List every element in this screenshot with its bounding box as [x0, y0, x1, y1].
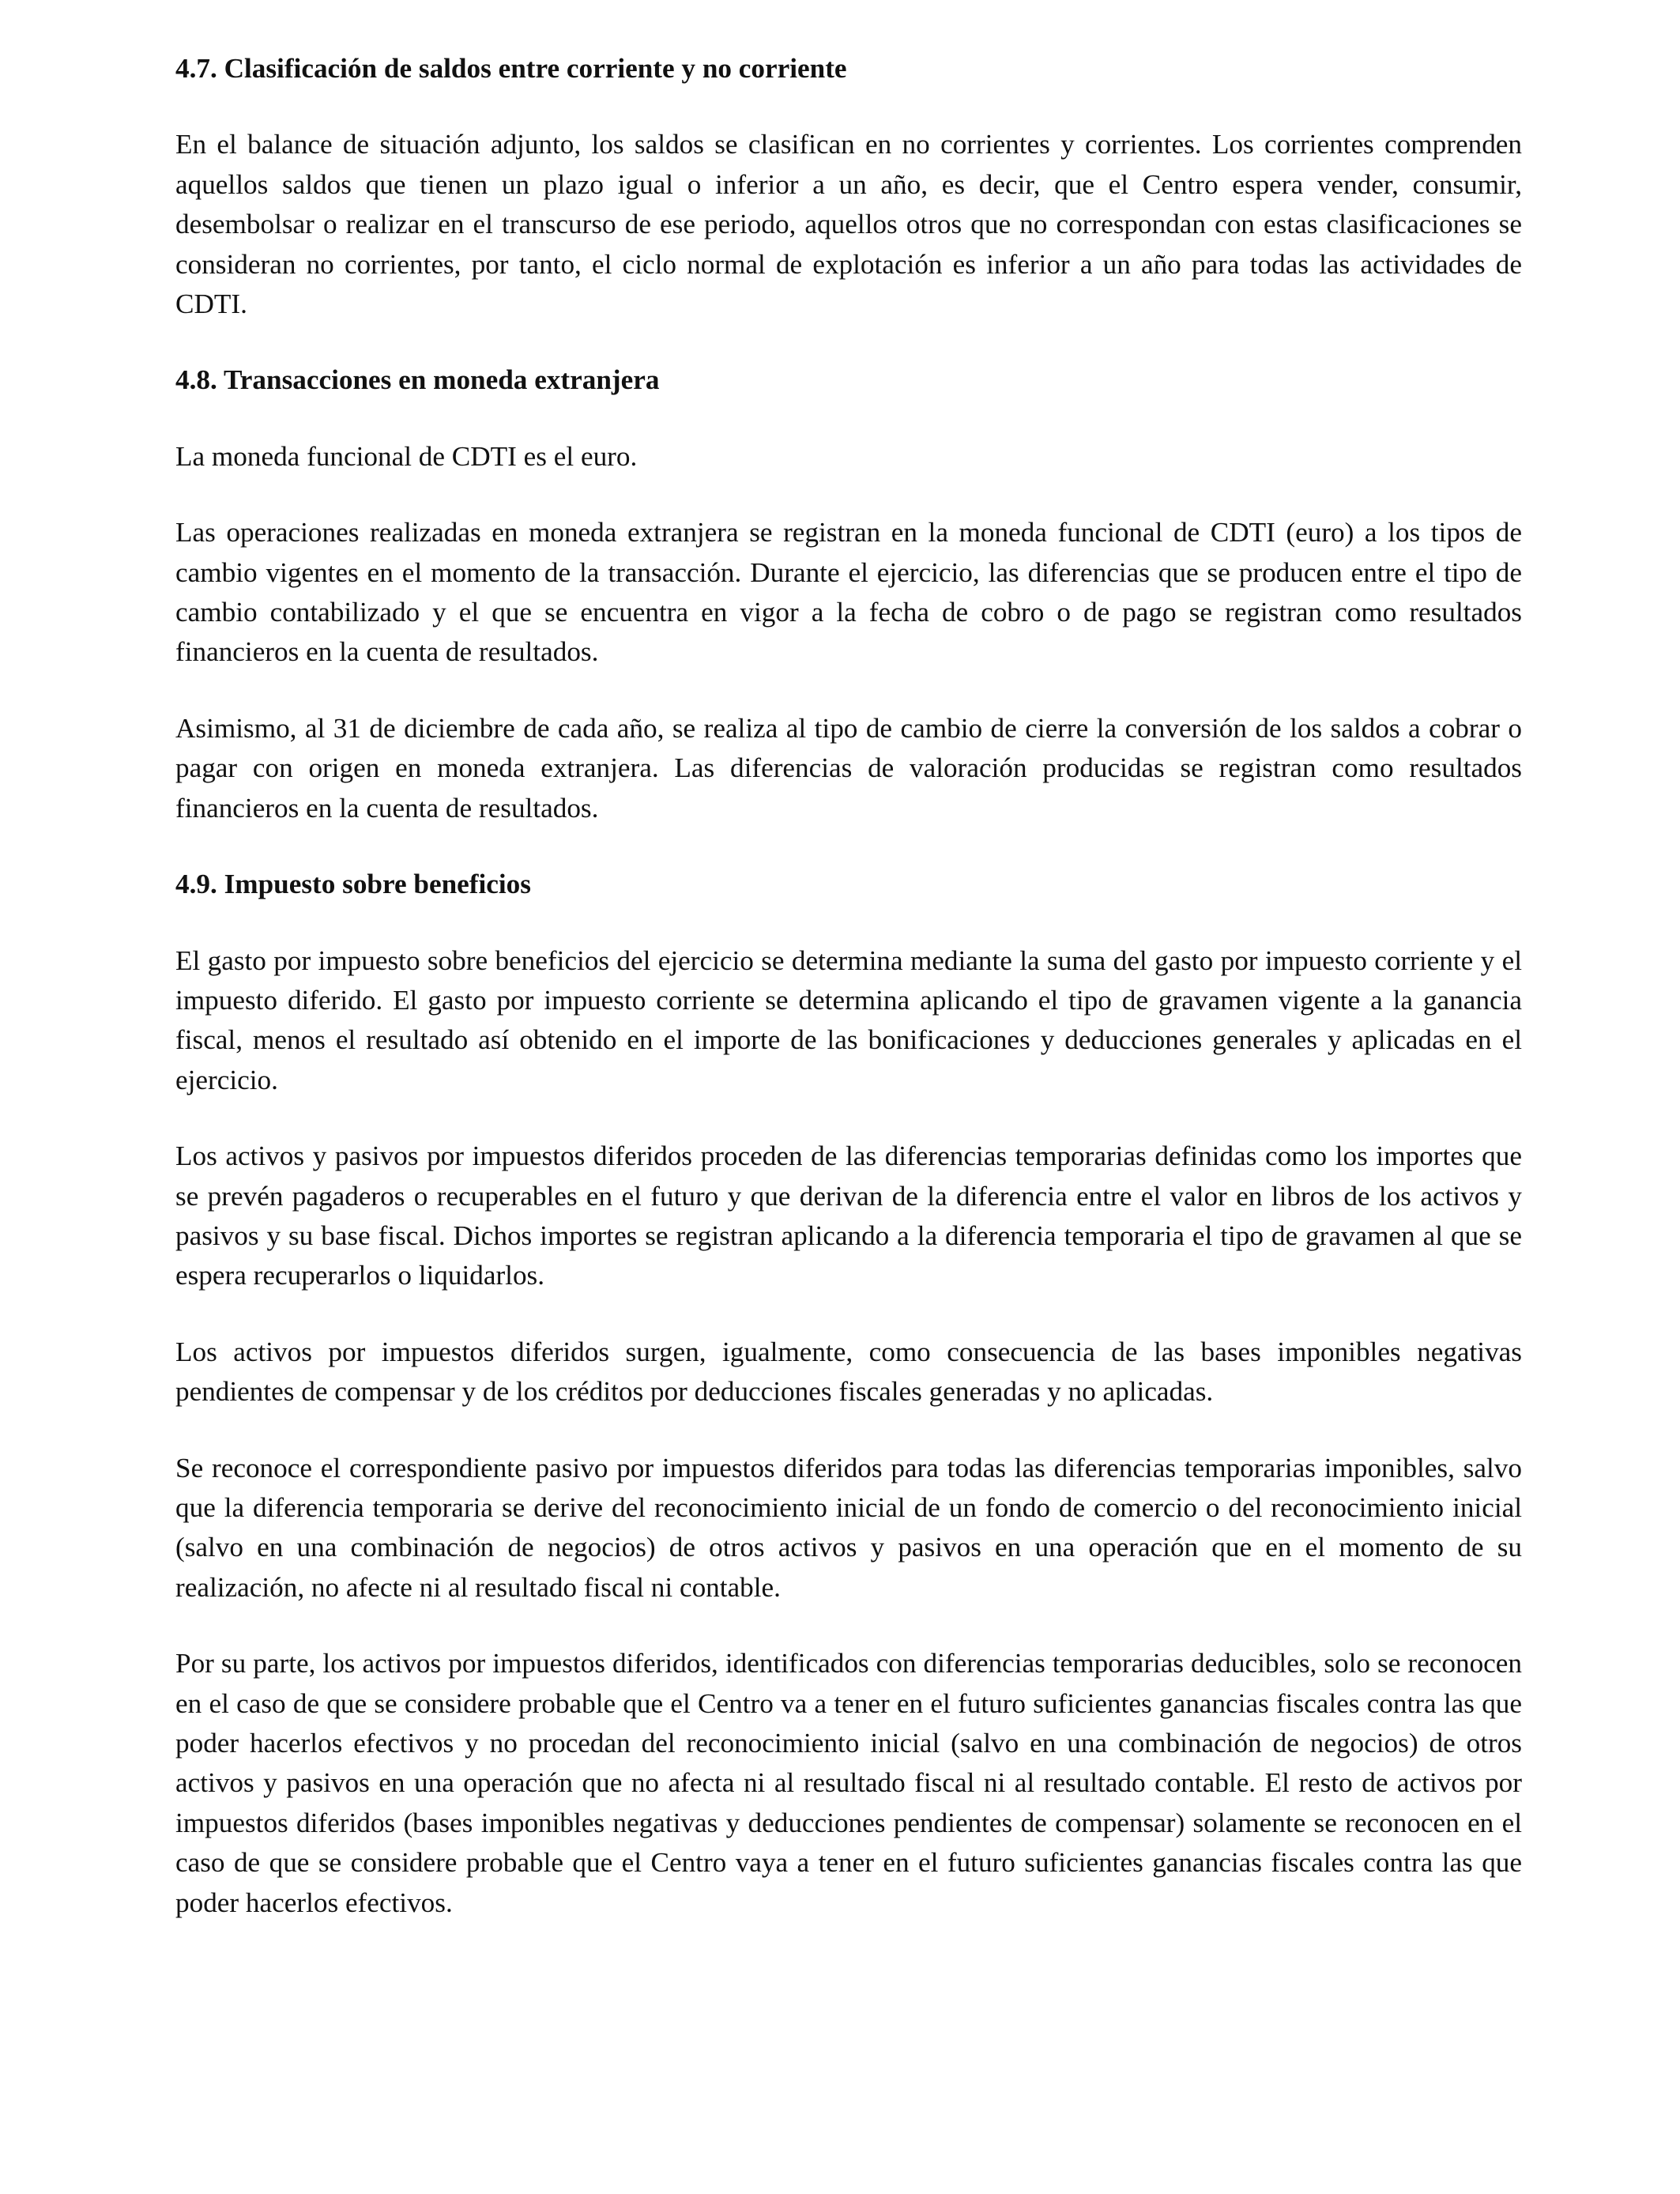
paragraph: En el balance de situación adjunto, los saldos se clasifican en no corrientes y corrientes. Los corrientes comprenden aquellos saldos que tienen un plazo igual o inferior a un año, es decir, que el Centro espera vender, consumir, desembolsar o realizar en el transcurso de ese periodo, aquellos otros que no correspondan con estas clasificaciones se consideran no corrientes, por tanto, el ciclo normal de explotación es inferior a un año para todas las actividades de CDTI.	[175, 129, 1522, 320]
section-4-9	[175, 865, 1522, 1923]
paragraph: La moneda funcional de CDTI es el euro.	[175, 440, 638, 472]
section-4-8	[175, 360, 1522, 828]
paragraph: Los activos por impuestos diferidos surgen, igualmente, como consecuencia de las bases imponibles negativas pendientes de compensar y de los créditos por deducciones fiscales generadas y no aplicadas.	[175, 1336, 1522, 1408]
section-title: 4.7. Clasificación de saldos entre corriente y no corriente	[175, 53, 847, 84]
paragraph: Las operaciones realizadas en moneda extranjera se registran en la moneda funcional de CDTI (euro) a los tipos de cambio vigentes en el momento de la transacción. Durante el ejercicio, las diferencias que se producen entre el tipo de cambio contabilizado y el que se encuentra en vigor a la fecha de cobro o de pago se registran como resultados financieros en la cuenta de resultados.	[175, 517, 1522, 668]
paragraph: Se reconoce el correspondiente pasivo por impuestos diferidos para todas las diferencias temporarias imponibles, salvo que la diferencia temporaria se derive del reconocimiento inicial de un fondo de comercio o del reconocimiento inicial (salvo en una combinación de negocios) de otros activos y pasivos en una operación que en el momento de su realización, no afecte ni al resultado fiscal ni contable.	[175, 1452, 1522, 1603]
paragraph: Por su parte, los activos por impuestos diferidos, identificados con diferencias temporarias deducibles, solo se reconocen en el caso de que se considere probable que el Centro va a tener en el futuro suficientes ganancias fiscales contra las que poder hacerlos efectivos y no procedan del reconocimiento inicial (salvo en una combinación de negocios) de otros activos y pasivos en una operación que no afecta ni al resultado fiscal ni al resultado contable. El resto de activos por impuestos diferidos (bases imponibles negativas y deducciones pendientes de compensar) solamente se reconocen en el caso de que se considere probable que el Centro vaya a tener en el futuro suficientes ganancias fiscales contra las que poder hacerlos efectivos.	[175, 1648, 1522, 1918]
section-4-7	[175, 49, 1522, 324]
paragraph: Asimismo, al 31 de diciembre de cada año, se realiza al tipo de cambio de cierre la conversión de los saldos a cobrar o pagar con origen en moneda extranjera. Las diferencias de valoración producidas se registran como resultados financieros en la cuenta de resultados.	[175, 712, 1522, 824]
paragraph: El gasto por impuesto sobre beneficios del ejercicio se determina mediante la suma del gasto por impuesto corriente y el impuesto diferido. El gasto por impuesto corriente se determina aplicando el tipo de gravamen vigente a la ganancia fiscal, menos el resultado así obtenido en el importe de las bonificaciones y deducciones generales y aplicadas en el ejercicio.	[175, 944, 1522, 1095]
paragraph: Los activos y pasivos por impuestos diferidos proceden de las diferencias temporarias definidas como los importes que se prevén pagaderos o recuperables en el futuro y que derivan de la diferencia entre el valor en libros de los activos y pasivos y su base fiscal. Dichos importes se registran aplicando a la diferencia temporaria el tipo de gravamen al que se espera recuperarlos o liquidarlos.	[175, 1140, 1522, 1291]
document-page	[175, 49, 1522, 1959]
section-title: 4.9. Impuesto sobre beneficios	[175, 869, 531, 900]
section-title: 4.8. Transacciones en moneda extranjera	[175, 364, 660, 396]
